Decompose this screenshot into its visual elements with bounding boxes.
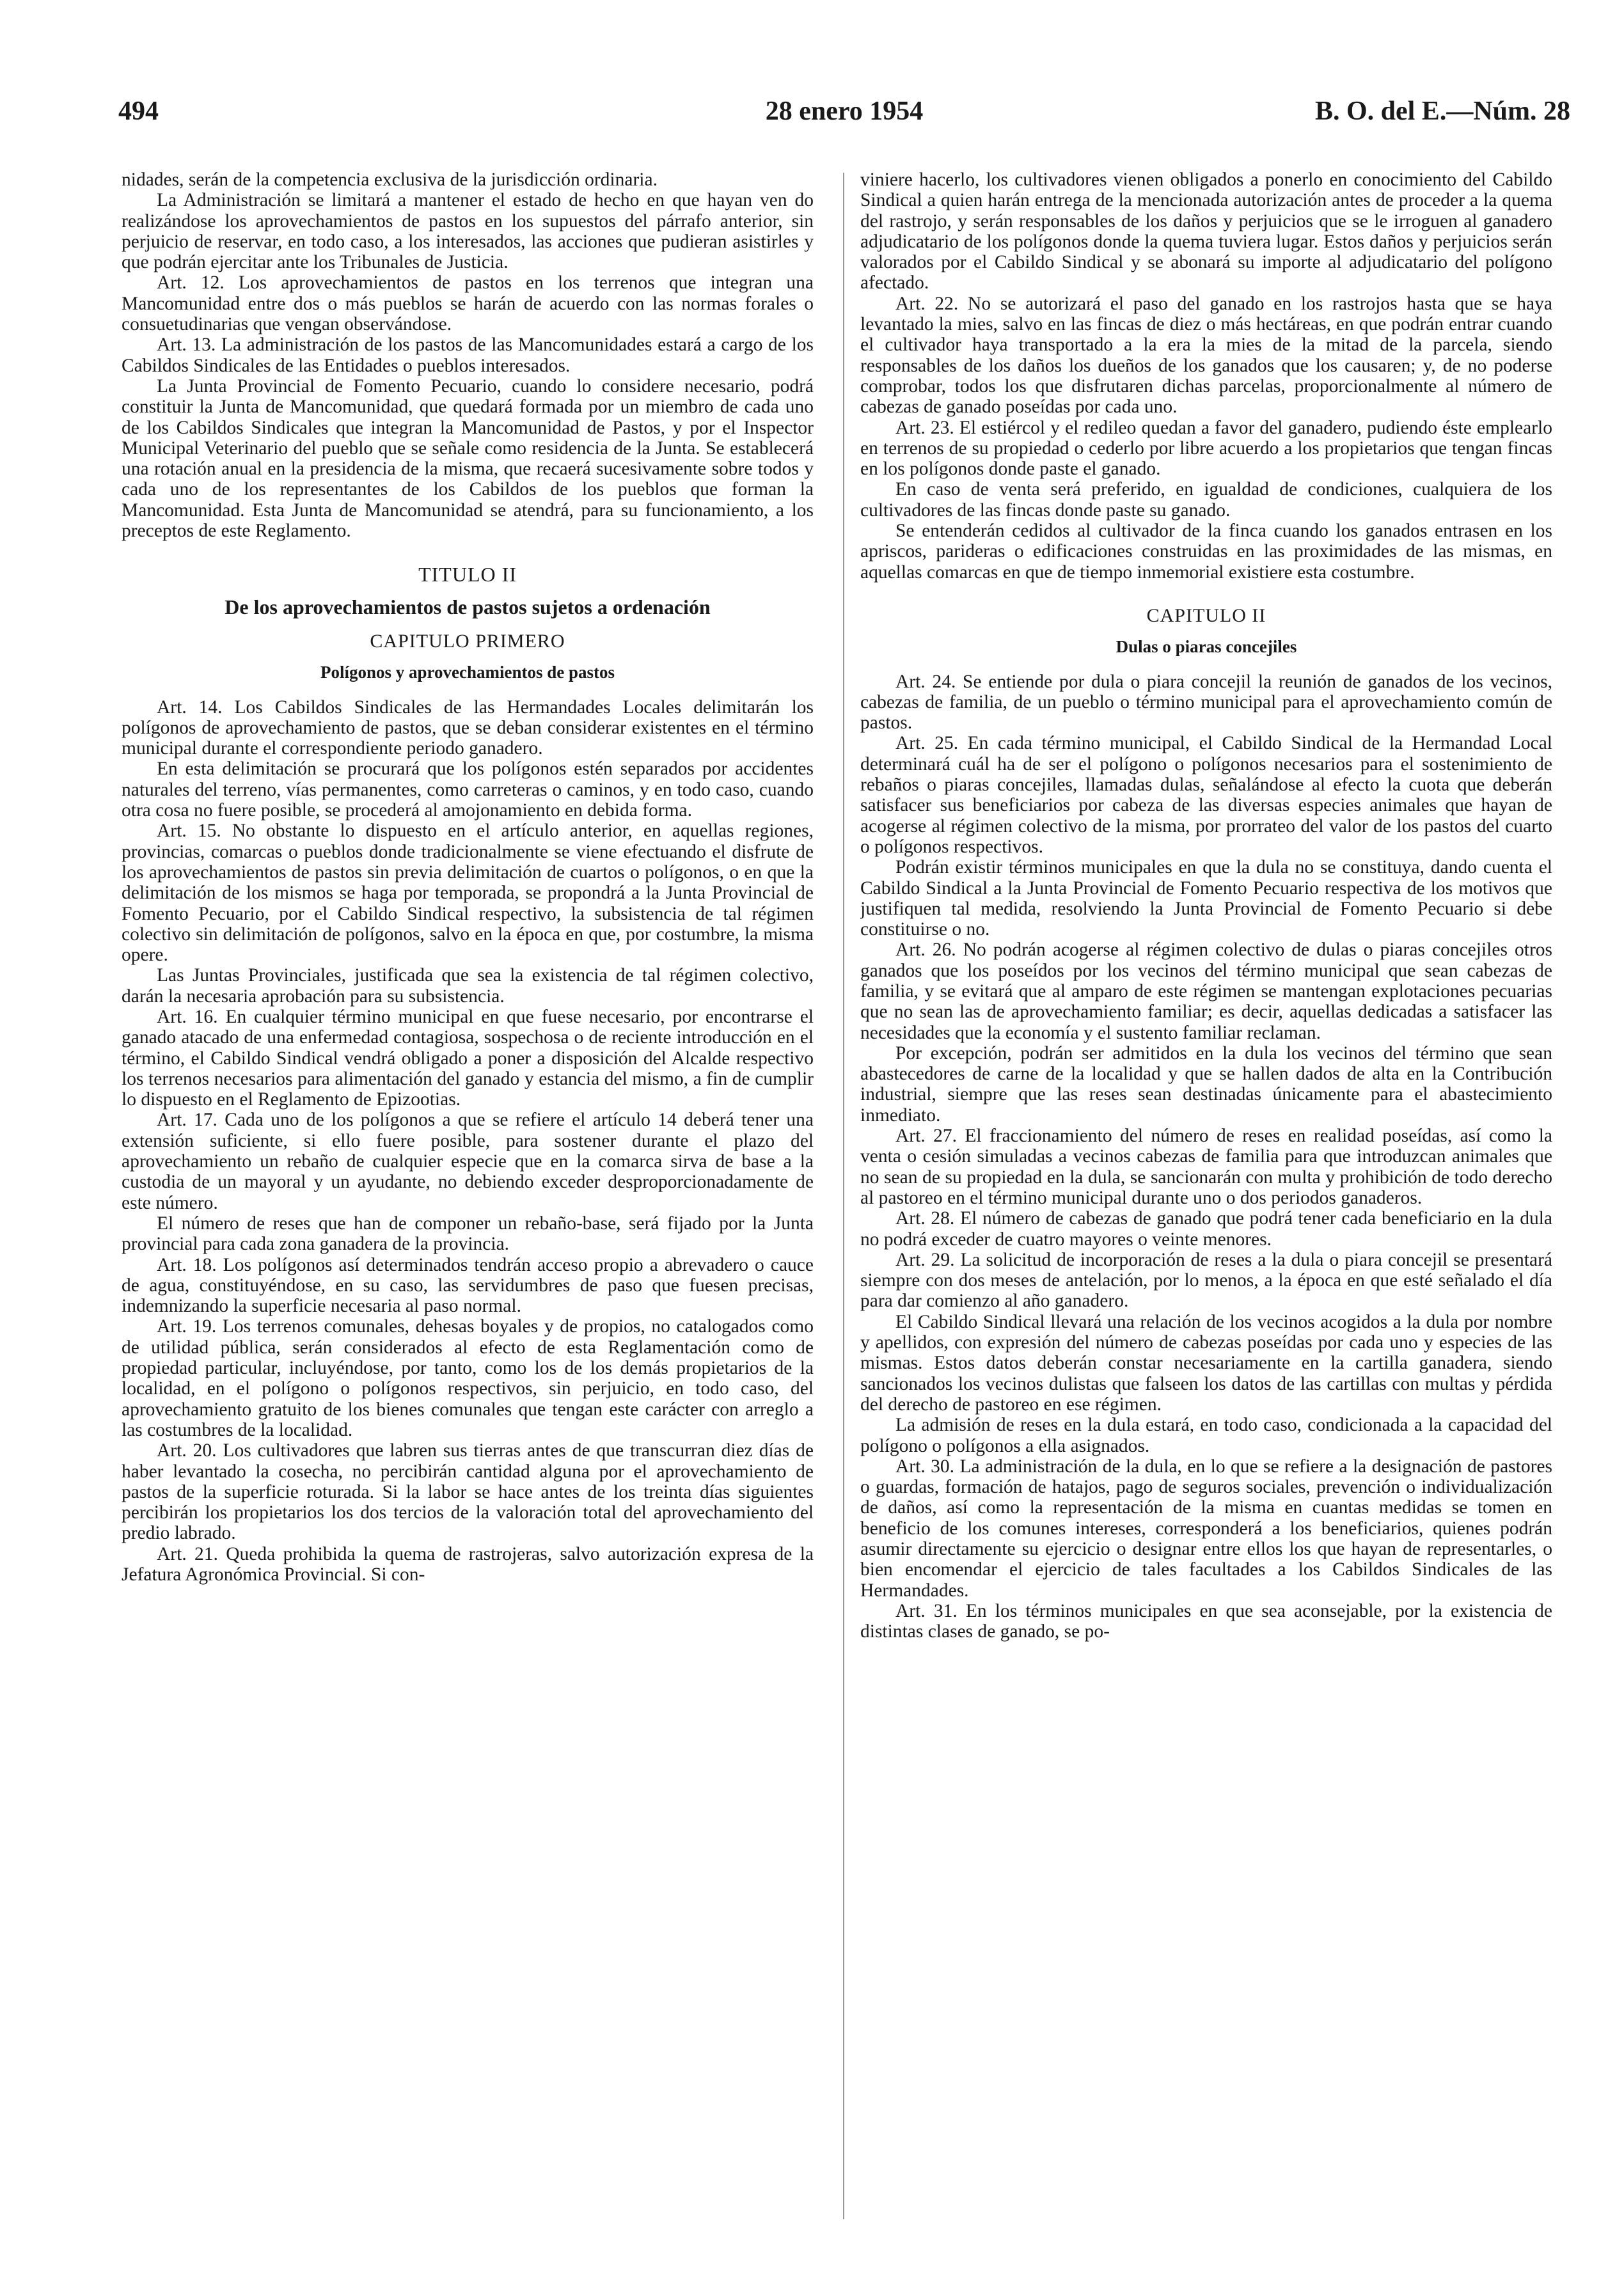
paragraph: Se entenderán cedidos al cultivador de la finca cuando los ganados entrasen en los apriscos, parideras o edificaciones construidas en las proximidades de las mismas, en aquellas comarcas en que de tiempo inmemorial existiere esta costumbre. — [860, 521, 1552, 583]
article-22: Art. 22. No se autorizará el paso del ganado en los rastrojos hasta que se haya levantado la mies, salvo en las fincas de diez o más hectáreas, en que podrán entrar cuando el cultivador haya transportado a la era la mies de la mitad de la parcela, siendo responsables de los daños los dueños de los ganados que los causaren; y, de no poderse comprobar, todos los que disfrutaren dichas parcelas, proporcionalmente al número de cabezas de ganado poseídas por cada uno. — [860, 293, 1552, 418]
article-30: Art. 30. La administración de la dula, en lo que se refiere a la designación de pastores o guardas, formación de hatajos, pago de seguros sociales, prevención o individualización de daños, así como la representación de la misma en cuantas medidas se tomen en beneficio de los comunes intereses, corresponderá a los beneficiarios, quienes podrán asumir directamente su ejercicio o designar entre ellos los que hayan de representarles, o bien encomendar el ejercicio de tales facultades a los Cabildos Sindicales de las Hermandades. — [860, 1456, 1552, 1601]
paragraph: nidades, serán de la competencia exclusiva de la jurisdicción ordinaria. — [122, 169, 658, 190]
title-subheading: De los aprovechamientos de pastos sujetos a ordenación — [225, 595, 711, 618]
chapter-heading: CAPITULO PRIMERO — [370, 630, 565, 652]
publication-date: 28 enero 1954 — [765, 97, 924, 126]
article-16: Art. 16. En cualquier término municipal en que fuese necesario, por encontrarse el ganado atacado de una enfermedad contagiosa, sospechosa o de reciente introducción en el término, el Cabildo Sindical vendrá obligado a poner a disposición del Alcalde respectivo los terrenos necesarios para alimentación del ganado y estancia del mismo, a fin de cumplir lo dispuesto en el Reglamento de Epizootias. — [122, 1006, 814, 1110]
paragraph: En caso de venta será preferido, en igualdad de condiciones, cualquiera de los cultivadores de las fincas donde paste su ganado. — [860, 479, 1552, 521]
paragraph: La admisión de reses en la dula estará, en todo caso, condicionada a la capacidad del polígono o polígonos a ella asignados. — [860, 1415, 1552, 1456]
chapter-heading: CAPITULO II — [1146, 604, 1266, 626]
article-19: Art. 19. Los terrenos comunales, dehesas boyales y de propios, no catalogados como de utilidad pública, serán considerados al efecto de esta Reglamentación como de propiedad particular, incluyéndose, por tanto, como los de los demás propietarios de la localidad, en el polígono o polígonos respectivos, sin perjuicio, en todo caso, del aprovechamiento gratuito de los bienes comunales que tengan este carácter con arreglo a las costumbres de la localidad. — [122, 1316, 814, 1440]
article-31: Art. 31. En los términos municipales en que sea aconsejable, por la existencia de distintas clases de ganado, se po- — [860, 1600, 1552, 1642]
article-18: Art. 18. Los polígonos así determinados tendrán acceso propio a abrevadero o cauce de agua, constituyéndose, en su caso, las servidumbres de paso que fuesen precisas, indemnizando la superficie necesaria al paso normal. — [122, 1254, 814, 1317]
paragraph: Las Juntas Provinciales, justificada que sea la existencia de tal régimen colectivo, darán la necesaria aprobación para su subsistencia. — [122, 965, 814, 1007]
article-17: Art. 17. Cada uno de los polígonos a que se refiere el artículo 14 deberá tener una extensión suficiente, si ello fuere posible, para sostener durante el plazo del aprovechamiento un rebaño de cualquier especie que en la comarca sirva de base a la custodia de un mayoral y un ayudante, no debiendo exceder desproporcionadamente de este número. — [122, 1110, 814, 1213]
column-divider — [843, 173, 844, 2219]
paragraph: Por excepción, podrán ser admitidos en la dula los vecinos del término que sean abastecedores de carne de la localidad y que se hallen dados de alta en la Contribución industrial, siempre que las reses sean destinadas únicamente para el abastecimiento inmediato. — [860, 1042, 1552, 1126]
article-21: Art. 21. Queda prohibida la quema de rastrojeras, salvo autorización expresa de la Jefatura Agronómica Provincial. Si con- — [122, 1543, 814, 1585]
paragraph: En esta delimitación se procurará que los polígonos estén separados por accidentes naturales del terreno, vías permanentes, como carreteras o caminos, y en todo caso, cuando otra cosa no fuere posible, se procederá al amojonamiento en debida forma. — [122, 759, 814, 821]
article-29: Art. 29. La solicitud de incorporación de reses a la dula o piara concejil se presentará siempre con dos meses de antelación, por lo menos, a la época en que esté señalado el día para dar comienzo al año ganadero. — [860, 1249, 1552, 1312]
paragraph: El número de reses que han de componer un rebaño-base, será fijado por la Junta provincial para cada zona ganadera de la provincia. — [122, 1213, 814, 1255]
title-heading: TITULO II — [418, 563, 517, 586]
article-28: Art. 28. El número de cabezas de ganado que podrá tener cada beneficiario en la dula no podrá exceder de cuatro mayores o veinte menores. — [860, 1208, 1552, 1250]
page-number: 494 — [118, 97, 159, 126]
article-25: Art. 25. En cada término municipal, el Cabildo Sindical de la Hermandad Local determinará cuál ha de ser el polígono o polígonos necesarios para el sostenimiento de rebaños o piaras concejiles, llamadas dulas, señalándose al efecto la cuota que deberán satisfacer sus beneficiarios por cabeza de las diversas especies animales que hayan de acogerse al régimen colectivo de la misma, por prorrateo del valor de los pastos del cuarto o polígonos respectivos. — [860, 733, 1552, 857]
chapter-subheading: Polígonos y aprovechamientos de pastos — [320, 663, 615, 682]
publication-name: B. O. del E.—Núm. 28 — [1314, 97, 1570, 126]
article-13: Art. 13. La administración de los pastos de las Mancomunidades estará a cargo de los Cabildos Sindicales de las Entidades o pueblos interesados. — [122, 334, 814, 376]
article-27: Art. 27. El fraccionamiento del número de reses en realidad poseídas, así como la venta o cesión simuladas a vecinos cabezas de familia para que introduzcan animales que no sean de su propiedad en la dula, se sancionarán con multa y prohibición de todo derecho al pastoreo en el término municipal durante uno o dos periodos ganaderos. — [860, 1126, 1552, 1208]
article-20: Art. 20. Los cultivadores que labren sus tierras antes de que transcurran diez días de haber levantado la cosecha, no percibirán cantidad alguna por el aprovechamiento de pastos de la superficie roturada. Si la labor se hace antes de los treinta días siguientes percibirán los propietarios los dos tercios de la valoración total del aprovechamiento del predio labrado. — [122, 1440, 814, 1544]
paragraph: La Junta Provincial de Fomento Pecuario, cuando lo considere necesario, podrá constituir la Junta de Mancomunidad, que quedará formada por un miembro de cada uno de los Cabildos Sindicales que integran la Mancomunidad de Pastos, y por el Inspector Municipal Veterinario del pueblo que se señale como residencia de la Junta. Se establecerá una rotación anual en la presidencia de la misma, que recaerá sucesivamente sobre todos y cada uno de los representantes de los Cabildos de los pueblos que forman la Mancomunidad. Esta Junta de Mancomunidad se atendrá, para su funcionamiento, a los preceptos de este Reglamento. — [122, 375, 814, 542]
article-14: Art. 14. Los Cabildos Sindicales de las Hermandades Locales delimitarán los polígonos de aprovechamiento de pastos, que se deban considerar existentes en el término municipal durante el correspondiente periodo ganadero. — [122, 696, 814, 759]
page-header — [118, 96, 1570, 134]
paragraph: viniere hacerlo, los cultivadores vienen obligados a ponerlo en conocimiento del Cabildo Sindical a quien harán entrega de la mencionada autorización antes de proceder a la quema del rastrojo, y serán responsables de los daños y perjuicios que se le irroguen al ganadero adjudicatario de los polígonos donde la quema tuviera lugar. Estos daños y perjuicios serán valorados por el Cabildo Sindical y se abonará su importe al adjudicatario del polígono afectado. — [860, 169, 1552, 294]
article-26: Art. 26. No podrán acogerse al régimen colectivo de dulas o piaras concejiles otros ganados que los poseídos por los vecinos del término municipal que sean cabezas de familia, y se evitará que al amparo de este régimen se mantengan explotaciones pecuarias que no sean las de aprovechamiento familiar; es decir, aquellas dedicadas a satisfacer las necesidades que la economía y el sustento familiar reclaman. — [860, 940, 1552, 1043]
paragraph: La Administración se limitará a mantener el estado de hecho en que hayan ven do realizándose los aprovechamientos de pastos en los supuestos del párrafo anterior, sin perjuicio de reservar, en todo caso, a los interesados, las acciones que pudieran asistirles y que podrán ejercitar ante los Tribunales de Justicia. — [122, 190, 814, 273]
paragraph: El Cabildo Sindical llevará una relación de los vecinos acogidos a la dula por nombre y apellidos, con expresión del número de cabezas poseídas por cada uno y especies de las mismas. Estos datos deberán constar necesariamente en la cartilla ganadera, siendo sancionados los vecinos dulistas que falseen los datos de las cartillas con multas y pérdida del derecho de pastoreo en ese régimen. — [860, 1311, 1552, 1415]
article-23: Art. 23. El estiércol y el redileo quedan a favor del ganadero, pudiendo éste emplearlo en terrenos de su propiedad o cederlo por libre acuerdo a los propietarios que tengan fincas en los polígonos donde paste el ganado. — [860, 417, 1552, 480]
article-15: Art. 15. No obstante lo dispuesto en el artículo anterior, en aquellas regiones, provincias, comarcas o pueblos donde tradicionalmente se viene efectuando el disfrute de los aprovechamientos de pastos sin previa delimitación de cuartos o polígonos, o en que la delimitación de los mismos se haga por temporada, se propondrá a la Junta Provincial de Fomento Pecuario, por el Cabildo Sindical respectivo, la subsistencia de tal régimen colectivo sin delimitación de polígonos, salvo en la época en que, por costumbre, la misma opere. — [122, 821, 814, 966]
paragraph: Podrán existir términos municipales en que la dula no se constituya, dando cuenta el Cabildo Sindical a la Junta Provincial de Fomento Pecuario respectiva de los motivos que justifiquen tal medida, resolviendo la Junta Provincial de Fomento Pecuario si debe constituirse o no. — [860, 857, 1552, 940]
chapter-subheading: Dulas o piaras concejiles — [1116, 637, 1297, 657]
article-12: Art. 12. Los aprovechamientos de pastos en los terrenos que integran una Mancomunidad entre dos o más pueblos se harán de acuerdo con las normas forales o consuetudinarias que vengan observándose. — [122, 272, 814, 335]
left-column — [122, 169, 814, 2216]
right-column — [860, 169, 1552, 2216]
article-24: Art. 24. Se entiende por dula o piara concejil la reunión de ganados de los vecinos, cabezas de familia, de un pueblo o término municipal para el aprovechamiento común de pastos. — [860, 671, 1552, 734]
